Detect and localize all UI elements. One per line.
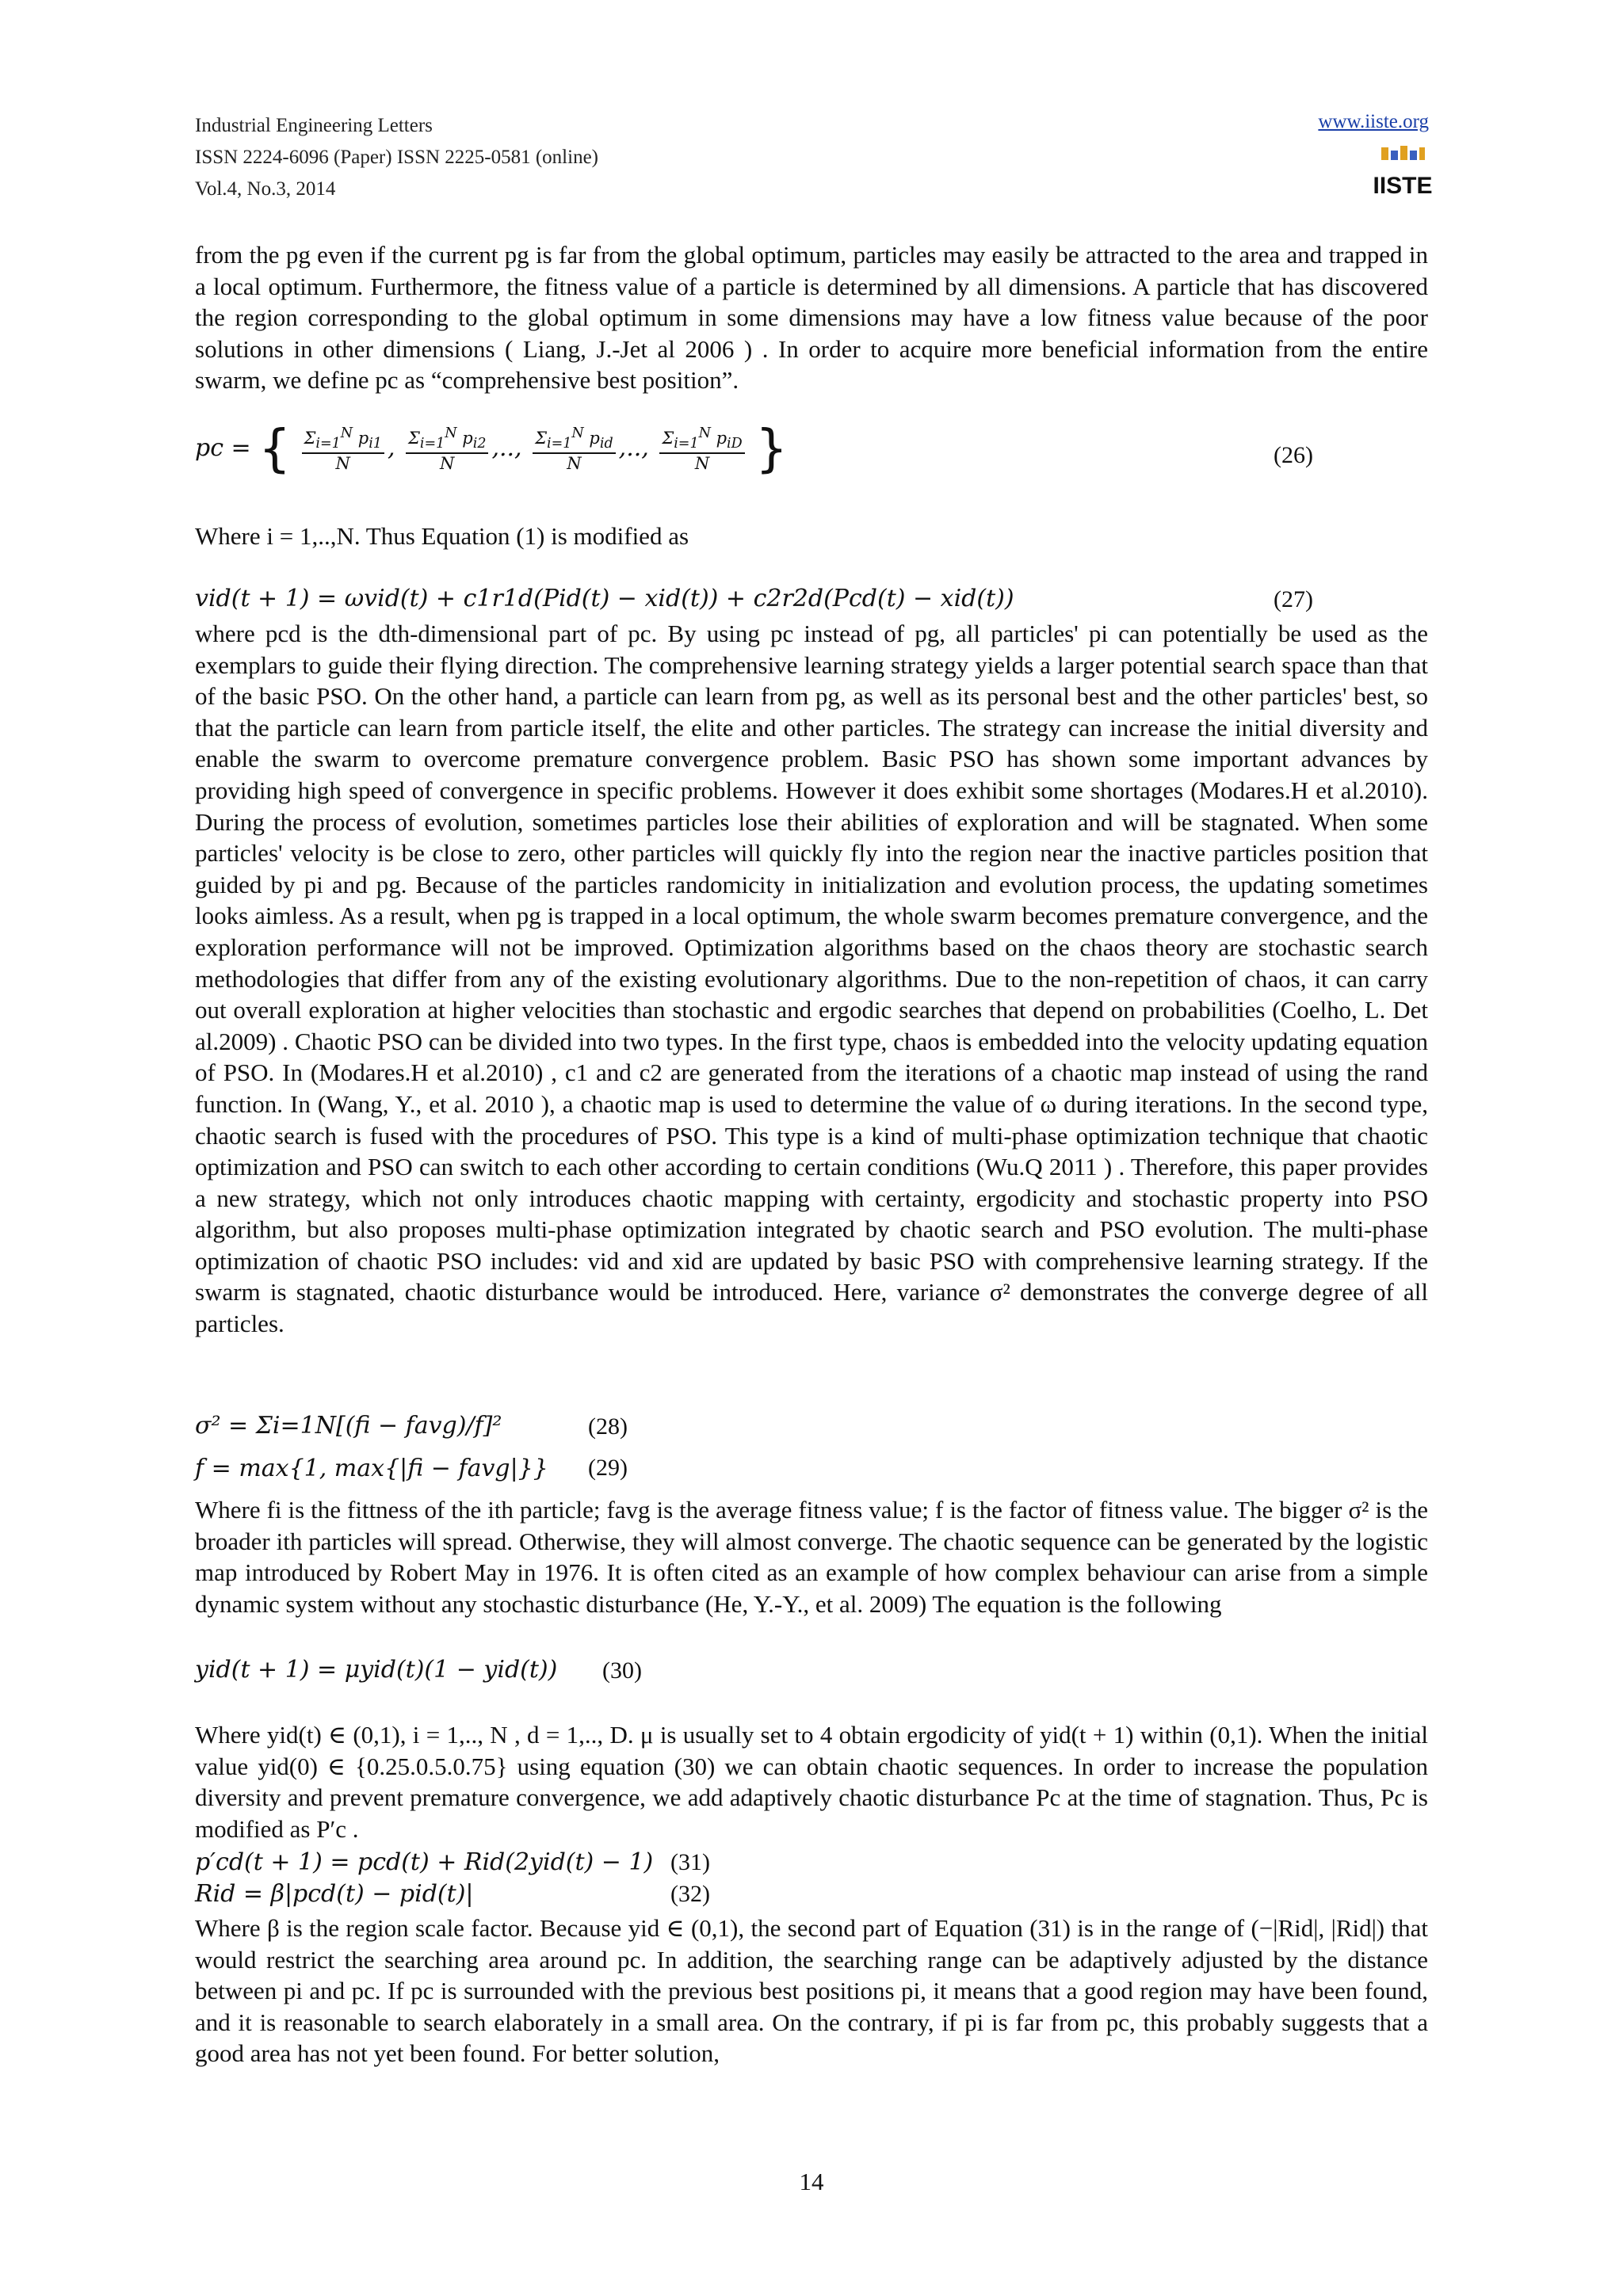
eq26-term-2: $\frac{\Sigma_{i=1}^N p_{i2}}{N}$ xyxy=(406,425,488,472)
equation-32-number: (32) xyxy=(670,1881,710,1907)
logo-text: IISTE xyxy=(1373,173,1433,199)
journal-issn: ISSN 2224-6096 (Paper) ISSN 2225-0581 (online) xyxy=(195,147,598,168)
journal-name: Industrial Engineering Letters xyxy=(195,115,433,136)
where-i-line: Where i = 1,..,N. Thus Equation (1) is modified as xyxy=(195,522,689,550)
paragraph-final: Where β is the region scale factor. Because yid ∈ (0,1), the second part of Equation (31) is in the range of (−|Rid|, |Rid|) that would restrict the searching area around pc. In addition, the searching range can be adaptively adjusted by the distance between pi and pc. If pc is surrounded with the previous best positions pi, it means that a good region may have been found, and it is reasonable to search elaborately in a small area. On the contrary, if pi is far from pc, this probably suggests that a good area has not yet been found. For better solution, xyxy=(195,1914,1428,2068)
equation-28: σ² = Σi=1N[(fi − favg)/f]² xyxy=(195,1412,502,1440)
equation-27: vid(t + 1) = ωvid(t) + c1r1d(Pid(t) − xid(t)) + c2r2d(Pcd(t) − xid(t)) xyxy=(195,585,1014,612)
eq26-right-brace: } xyxy=(755,420,788,479)
paragraph-fitness: Where fi is the fittness of the ith particle; favg is the average fitness value; f is the factor of fitness value. The bigger σ² is the broader ith particles will spread. Otherwise, they will almost converge. The chaotic sequence can be generated by the logistic map introduced by Robert May in 1976. It is often cited as an example of how complex behaviour can arise from a simple dynamic system without any stochastic disturbance (He, Y.-Y., et al. 2009) The equation is the following xyxy=(195,1496,1428,1618)
equation-30-number: (30) xyxy=(602,1657,642,1684)
eq26-lhs: pc = xyxy=(195,434,251,462)
equation-31: p′cd(t + 1) = pcd(t) + Rid(2yid(t) − 1) xyxy=(195,1848,654,1876)
eq26-term-D: $\frac{\Sigma_{i=1}^N p_{iD}}{N}$ xyxy=(659,425,744,472)
page-number: 14 xyxy=(799,2168,824,2195)
equation-29: f = max{1, max{|fi − favg|}} xyxy=(195,1455,548,1482)
paragraph-intro: from the pg even if the current pg is far from the global optimum, particles may easily be attracted to the area and trapped in a local optimum. Furthermore, the fitness value of a particle is determined by all dimensions. A particle that has discovered the region corresponding to the global optimum in some dimensions may have a low fitness value because of the poor solutions in other dimensions ( Liang, J.-Jet al 2006 ) . In order to acquire more beneficial information from the entire swarm, we define pc as “comprehensive best position”. xyxy=(195,241,1428,395)
equation-26-number: (26) xyxy=(1274,442,1313,468)
paragraph-logistic: Where yid(t) ∈ (0,1), i = 1,.., N , d = 1,.., D. μ is usually set to 4 obtain ergodicity of yid(t + 1) within (0,1). When the initial value yid(0) ∈ {0.25.0.5.0.75} using equation (30) we can obtain chaotic sequences. In order to increase the population diversity and prevent premature convergence, we add adaptively chaotic disturbance Pc at the time of stagnation. Thus, Pc is modified as P′c . xyxy=(195,1721,1428,1843)
equation-29-number: (29) xyxy=(588,1455,628,1481)
eq26-left-brace: { xyxy=(258,420,291,479)
journal-url-link[interactable]: www.iiste.org xyxy=(1318,111,1429,132)
paragraph-main: where pcd is the dth-dimensional part of pc. By using pc instead of pg, all particles' pi can potentially be used as the exemplars to guide their flying direction. The comprehensive learning strategy yields a larger potential search space than that of the basic PSO. On the other hand, a particle can learn from pg, as well as its personal best and the other particles' best, so that the particle can learn from particle itself, the elite and other particles. The strategy can increase the initial diversity and enable the swarm to overcome premature convergence problem. Basic PSO has shown some important advances by providing high speed of convergence in specific problems. However it does exhibit some shortages (Modares.H et al.2010). During the process of evolution, sometimes particles lose their abilities of exploration and will be stagnated. When some particles' velocity is be close to zero, other particles will quickly fly into the region near the inactive particles position that guided by pi and pg. Because of the particles randomicity in initialization and evolution process, the updating sometimes looks aimless. As a result, when pg is trapped in a local optimum, the whole swarm becomes premature convergence, and the exploration performance will not be improved. Optimization algorithms based on the chaos theory are stochastic search methodologies that differ from any of the existing evolutionary algorithms. Due to the non-repetition of chaos, it can carry out overall exploration at higher velocities than stochastic and ergodic searches that depend on probabilities (Coelho, L. Det al.2009) . Chaotic PSO can be divided into two types. In the first type, chaos is embedded into the velocity updating equation of PSO. In (Modares.H et al.2010) , c1 and c2 are generated from the iterations of a chaotic map instead of using the rand function. In (Wang, Y., et al. 2010 ), a chaotic map is used to determine the value of ω during iterations. In the second type, chaotic search is fused with the procedures of PSO. This type is a kind of multi-phase optimization technique that chaotic optimization and PSO can switch to each other according to certain conditions (Wu.Q 2011 ) . Therefore, this paper provides a new strategy, which not only introduces chaotic mapping with certainty, ergodicity and stochastic property into PSO algorithm, but also proposes multi-phase optimization integrated by chaotic search and PSO evolution. The multi-phase optimization of chaotic PSO includes: vid and xid are updated by basic PSO with comprehensive learning strategy. If the swarm is stagnated, chaotic disturbance would be introduced. Here, variance σ² demonstrates the converge degree of all particles. xyxy=(195,620,1428,1338)
eq26-term-1: $\frac{\Sigma_{i=1}^N p_{i1}}{N}$ xyxy=(302,425,384,472)
equation-28-number: (28) xyxy=(588,1413,628,1440)
equation-27-number: (27) xyxy=(1274,586,1313,612)
journal-volume: Vol.4, No.3, 2014 xyxy=(195,178,336,200)
equation-31-number: (31) xyxy=(670,1849,710,1875)
eq26-term-d: $\frac{\Sigma_{i=1}^N p_{id}}{N}$ xyxy=(533,425,616,472)
equation-26: pc = { $\frac{\Sigma_{i=1}^N p_{i1}}{N}$ , $\frac{\Sigma_{i=1}^N p_{i2}}{N}$ ,.., $\frac{\Sigma_{i=1}^N p_{id}}{N}$ ,.., $\frac{\Sigma_{i=1}^N p_{iD}}{N}$ } xyxy=(195,420,788,479)
equation-30: yid(t + 1) = μyid(t)(1 − yid(t)) xyxy=(195,1656,558,1684)
equation-32: Rid = β|pcd(t) − pid(t)| xyxy=(195,1880,474,1908)
iiste-logo xyxy=(1373,144,1433,208)
